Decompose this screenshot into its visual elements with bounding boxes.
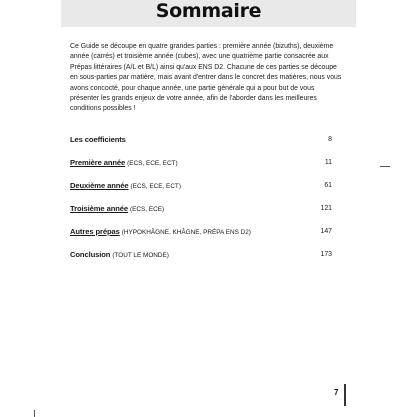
toc-entry-label (70, 181, 181, 190)
toc-entry-label (70, 158, 178, 167)
toc-entry-subtitle: (ECS, ECE, ECT) (130, 183, 181, 190)
toc-entry-title: Les coefficients (70, 135, 126, 144)
toc-entry-coefficients[interactable] (70, 128, 332, 151)
toc-entry-label (70, 250, 169, 259)
toc-entry-premiere-annee[interactable] (70, 151, 332, 174)
toc-entry-title: Première année (70, 158, 126, 167)
toc-entry-page: 147 (320, 228, 332, 235)
toc-entry-label (70, 135, 126, 144)
toc-entry-page: 121 (320, 205, 332, 212)
toc-entry-label (70, 227, 251, 236)
toc-entry-page: 11 (324, 159, 332, 166)
page-title: Sommaire (155, 0, 262, 22)
table-of-contents (70, 128, 332, 266)
toc-entry-autres-prepas[interactable] (70, 220, 332, 243)
toc-entry-label (70, 204, 164, 213)
toc-entry-title: Deuxième année (70, 181, 129, 190)
toc-entry-page: 61 (324, 182, 332, 189)
toc-entry-troisieme-annee[interactable] (70, 197, 332, 220)
margin-tab-mark (380, 166, 390, 167)
toc-entry-title: Conclusion (70, 250, 111, 259)
toc-entry-subtitle: (ECS, ECE, ECT) (127, 160, 178, 167)
toc-entry-page: 173 (320, 251, 332, 258)
crop-mark (34, 410, 35, 417)
toc-entry-subtitle: (ECS, ECE) (130, 206, 165, 213)
toc-entry-conclusion[interactable] (70, 243, 332, 266)
toc-entry-deuxieme-annee[interactable] (70, 174, 332, 197)
toc-entry-subtitle: (HYPOKHÂGNE, KHÂGNE, PRÉPA ENS D2) (121, 229, 251, 236)
toc-entry-title: Troisième année (70, 204, 129, 213)
toc-entry-subtitle: (TOUT LE MONDE) (112, 252, 169, 259)
toc-entry-title: Autres prépas (70, 227, 120, 236)
intro-paragraph: Ce Guide se découpe en quatre grandes parties : première année (bizuths), deuxième année (carrés) et troisième année (cubes), avec une quatrième partie consacrée aux Prépas littéraires (A/L et B/L) ainsi qu'aux ENS D2. Chacune de ces parties se découpe en sous-parties par matière, mais avant d'entrer dans le concret des matières, nous vous avons concocté, pour chaque année, une partie générale qui a pour but de vous présenter les grands enjeux de votre année, afin de l'aborder dans les meilleures conditions possibles ! (70, 43, 342, 113)
page-number-rule (344, 384, 346, 406)
toc-entry-page: 8 (328, 136, 332, 143)
page-number: 7 (334, 388, 339, 397)
